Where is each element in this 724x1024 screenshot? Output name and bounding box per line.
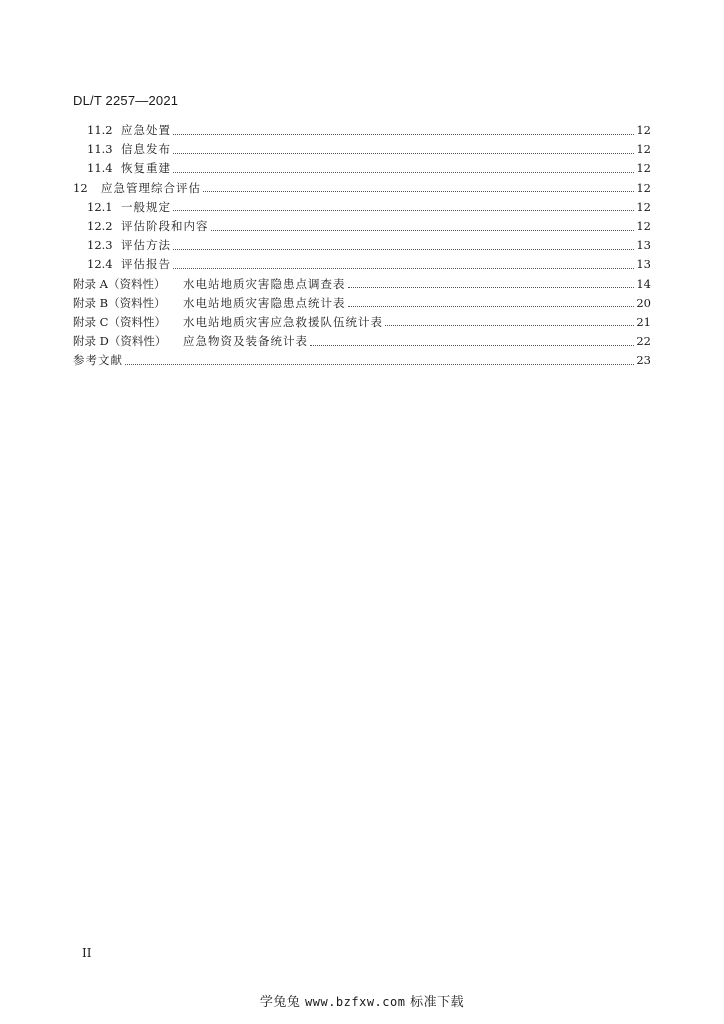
toc-number: 11.2 xyxy=(87,123,113,137)
toc-title: 应急管理综合评估 xyxy=(101,180,201,195)
toc-title: 信息发布 xyxy=(121,142,171,157)
toc-title: 评估方法 xyxy=(121,238,171,253)
toc-page-number: 20 xyxy=(636,295,651,310)
toc-page-number: 12 xyxy=(636,218,651,233)
toc-page-number: 12 xyxy=(636,123,651,137)
footer-name: 学兔兔 xyxy=(259,995,301,1010)
toc-entry[interactable] xyxy=(73,313,651,332)
toc-page-number: 12 xyxy=(636,180,651,195)
toc-number: 12.4 xyxy=(87,257,113,272)
toc-number: 12.1 xyxy=(87,199,113,214)
toc-number: 11.4 xyxy=(87,161,113,176)
toc-entry[interactable] xyxy=(73,179,651,198)
table-of-contents xyxy=(73,121,651,370)
leader-dots xyxy=(348,286,635,288)
toc-number: 11.3 xyxy=(87,142,113,157)
toc-entry[interactable] xyxy=(73,121,651,140)
toc-entry[interactable] xyxy=(73,255,651,274)
toc-title: 恢复重建 xyxy=(121,161,171,176)
toc-title: 应急物资及装备统计表 xyxy=(183,334,308,349)
toc-number: 附录 B（资料性） xyxy=(73,295,166,310)
toc-title: 水电站地质灾害隐患点调查表 xyxy=(183,276,346,291)
leader-dots xyxy=(310,344,634,346)
standard-code: DL/T 2257—2021 xyxy=(73,93,179,108)
toc-page-number: 23 xyxy=(636,353,651,368)
toc-number: 12.2 xyxy=(87,218,113,233)
toc-page-number: 12 xyxy=(636,199,651,214)
toc-entry[interactable] xyxy=(73,351,651,370)
leader-dots xyxy=(348,305,635,307)
toc-page-number: 13 xyxy=(636,257,651,272)
toc-title: 评估报告 xyxy=(121,257,171,272)
toc-entry[interactable] xyxy=(73,236,651,255)
toc-title: 水电站地质灾害隐患点统计表 xyxy=(183,295,346,310)
footer-tagline: 标准下载 xyxy=(410,995,465,1010)
leader-dots xyxy=(125,363,634,365)
toc-title: 评估阶段和内容 xyxy=(121,218,209,233)
toc-page-number: 22 xyxy=(636,334,651,349)
toc-number: 12.3 xyxy=(87,238,113,253)
leader-dots xyxy=(173,248,634,250)
toc-entry[interactable] xyxy=(73,332,651,351)
leader-dots xyxy=(385,324,634,326)
toc-title: 水电站地质灾害应急救援队伍统计表 xyxy=(183,314,383,329)
toc-number: 附录 C（资料性） xyxy=(73,314,166,329)
toc-number: 附录 A（资料性） xyxy=(73,276,166,291)
leader-dots xyxy=(173,133,634,135)
leader-dots xyxy=(211,229,635,231)
toc-number: 附录 D（资料性） xyxy=(73,334,167,349)
page-number: II xyxy=(82,946,92,960)
toc-page-number: 12 xyxy=(636,142,651,157)
toc-title: 应急处置 xyxy=(121,123,171,137)
toc-entry[interactable] xyxy=(73,217,651,236)
toc-page-number: 13 xyxy=(636,238,651,253)
toc-entry[interactable] xyxy=(73,275,651,294)
leader-dots xyxy=(173,171,634,173)
toc-page-number: 12 xyxy=(636,161,651,176)
toc-entry[interactable] xyxy=(73,198,651,217)
watermark-footer xyxy=(0,991,724,1010)
toc-title: 一般规定 xyxy=(121,199,171,214)
toc-title: 参考文献 xyxy=(73,353,123,368)
toc-entry[interactable] xyxy=(73,159,651,178)
toc-number: 12 xyxy=(73,180,88,195)
toc-page-number: 14 xyxy=(636,276,651,291)
leader-dots xyxy=(173,267,634,269)
toc-page-number: 21 xyxy=(636,314,651,329)
leader-dots xyxy=(203,190,634,192)
footer-site-link[interactable]: www.bzfxw.com xyxy=(305,995,406,1009)
toc-entry[interactable] xyxy=(73,140,651,159)
toc-entry[interactable] xyxy=(73,294,651,313)
leader-dots xyxy=(173,152,634,154)
leader-dots xyxy=(173,209,634,211)
